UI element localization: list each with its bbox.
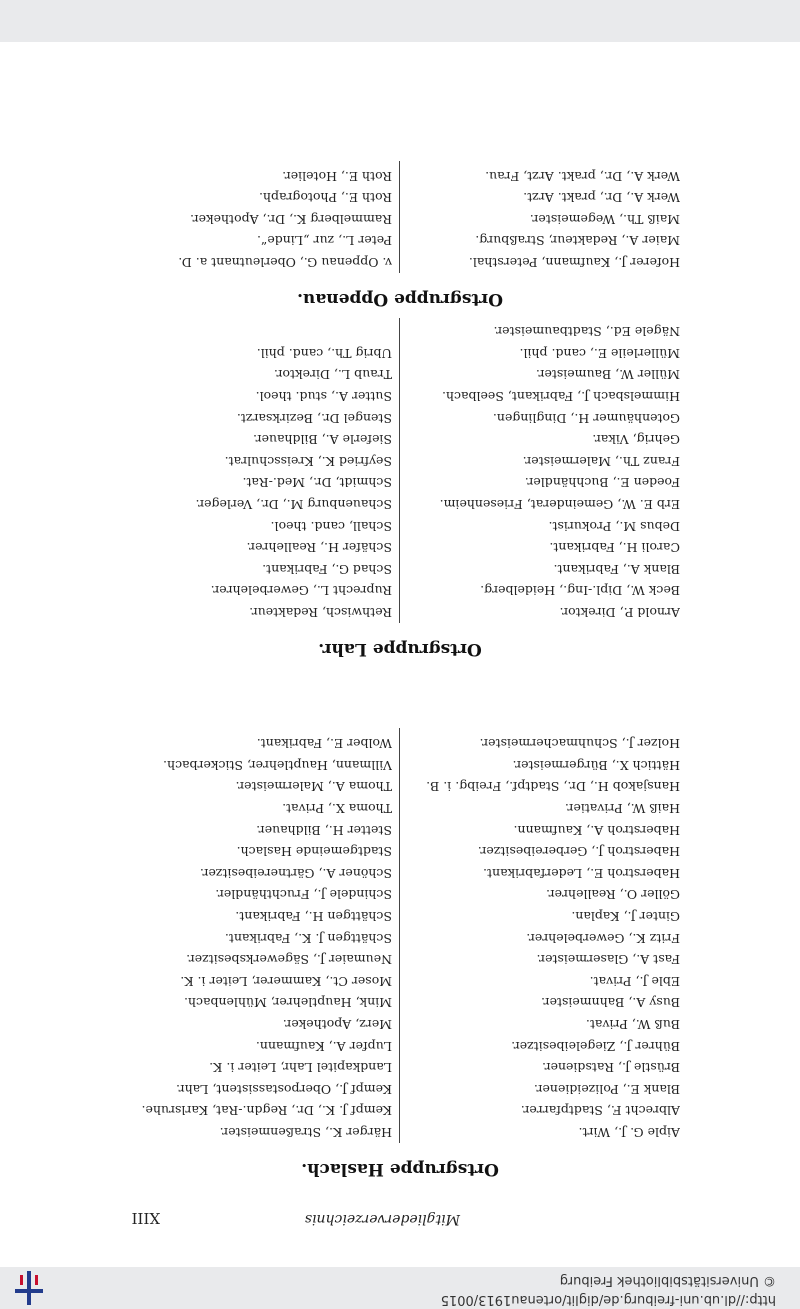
oppenau-right-column (120, 165, 392, 273)
haslach-left-column (408, 733, 680, 1143)
member-entry: Seyfried K., Kreisschulrat. (224, 453, 392, 469)
member-entry: Foeden E., Buchhändler. (524, 475, 680, 491)
oppenau-left-column (408, 165, 680, 273)
member-entry: Schättgen J. K., Fabrikant. (224, 930, 392, 946)
member-entry: Villmann, Hauptlehrer, Stickerbach. (163, 757, 392, 773)
member-entry: Busy A., Bahnmeister. (540, 995, 680, 1011)
lahr-right-column (120, 342, 392, 623)
library-credit: © Universitätsbibliothek Freiburg (559, 1273, 776, 1288)
member-entry: Kempf J. K., Dr., Regdn.-Rat, Karlsruhe. (141, 1103, 392, 1119)
running-title: Mitgliederverzeichnis (304, 1211, 460, 1227)
member-entry: Ubrig Th., cand. phil. (256, 345, 392, 361)
member-entry: Bührer J., Ziegeleibesitzer. (511, 1038, 680, 1054)
column-divider (399, 728, 400, 1143)
member-entry: Blank E., Polizeidiener. (533, 1081, 680, 1097)
member-entry: Werk A., Dr., prakt. Arzt. (523, 190, 680, 206)
member-entry: Hättich X., Bürgermeister. (512, 757, 680, 773)
source-url[interactable]: http://dl.ub.uni-freiburg.de/diglit/ortenau1913/0015 (440, 1292, 776, 1307)
member-entry: Schall, cand. theol. (270, 518, 392, 534)
section-title-haslach: Ortsgruppe Haslach. (301, 1159, 499, 1179)
page-header (120, 1203, 680, 1227)
member-entry: Sutter A., stud. theol. (255, 389, 392, 405)
member-entry: v. Oppenau G., Oberleutnant a. D. (178, 255, 392, 270)
member-entry: Moser Ct., Kammerer, Leiter i. K. (180, 973, 392, 989)
member-entry: Brüstle J., Ratsdiener. (542, 1060, 680, 1076)
member-entry: Schmidt, Dr., Med.-Rat. (242, 475, 392, 491)
member-entry: Traub L., Direktor. (273, 367, 392, 383)
member-entry: Mink, Hauptlehrer, Mühlenbach. (184, 995, 392, 1011)
member-entry: Hoferer J., Kaufmann, Petersthal. (468, 255, 680, 270)
member-entry: Maier A., Redakteur, Straßburg. (475, 233, 680, 249)
member-entry: Haberstroh E., Lederfabrikant. (483, 865, 680, 881)
member-entry: Nägele Ed., Stadtbaumeister. (493, 324, 680, 340)
member-entry: Rethwisch, Redakteur. (249, 605, 392, 620)
lahr-left-column (408, 321, 680, 623)
member-entry: Stengel Dr., Bezirksarzt. (236, 410, 392, 426)
member-entry: Haberstroh A., Kaufmann. (513, 822, 680, 838)
member-entry: Schäfer H., Reallehrer. (246, 540, 392, 556)
member-entry: Stetter H., Bildhauer. (256, 822, 392, 838)
member-entry: Eble J., Privat. (589, 973, 680, 989)
member-entry: Stadtgemeinde Haslach. (236, 844, 392, 860)
member-entry: Göller O., Reallehrer. (546, 887, 680, 903)
member-entry: Roth E., Photograph. (258, 190, 392, 206)
member-entry: Schindele J., Fruchthändler. (215, 887, 392, 903)
member-entry: Härger K., Straßenmeister. (219, 1125, 392, 1140)
section-haslach (120, 723, 680, 1143)
member-entry: Haiß W., Privatier. (564, 801, 680, 817)
member-entry: Schauenburg M., Dr., Verleger. (195, 497, 392, 513)
member-entry: Holzer J., Schuhmachermeister. (479, 736, 680, 752)
member-entry: Wolber E., Fabrikant. (256, 736, 392, 752)
member-entry: Albrecht F., Stadtpfarrer. (520, 1103, 680, 1119)
section-title-lahr: Ortsgruppe Lahr. (318, 639, 482, 659)
section-title-oppenau: Ortsgruppe Oppenau. (297, 289, 503, 309)
member-entry: Schad G., Fabrikant. (262, 561, 392, 577)
section-oppenau (120, 153, 680, 273)
member-entry: Caroli H., Fabrikant. (549, 540, 680, 556)
member-entry: Thoma A., Malermeister. (235, 779, 392, 795)
member-entry: Lupfer A., Kaufmann. (255, 1038, 392, 1054)
member-entry: Fast A., Glasermeister. (536, 952, 680, 968)
member-entry: Debus M., Prokurist. (548, 518, 680, 534)
page-number: XIII (131, 1209, 160, 1227)
member-entry: Hansjakob H., Dr., Stadtpf., Freibg. i. B. (426, 779, 680, 795)
member-entry: Schättgen H., Fabrikant. (235, 909, 392, 925)
member-entry: Landkapitel Lahr, Leiter i. K. (209, 1060, 392, 1076)
member-entry: Gehrig, Vikar. (592, 432, 680, 448)
member-entry: Blank A., Fabrikant. (553, 561, 680, 577)
section-lahr (120, 313, 680, 623)
member-entry: Neumaier J., Sägewerksbesitzer. (186, 952, 392, 968)
member-entry: Arnold P., Direktor. (559, 605, 680, 620)
member-entry: Roth E., Hotelier. (282, 168, 392, 184)
member-entry: Rammelberg K., Dr., Apotheker. (190, 211, 392, 227)
ub-freiburg-logo-icon (12, 1271, 46, 1305)
member-entry: Ginter J., Kaplan. (571, 909, 680, 925)
haslach-right-column (120, 733, 392, 1143)
member-entry: Müller W., Baumeister. (535, 367, 680, 383)
member-entry: Kempf J., Oberpostassistent, Lahr. (176, 1081, 392, 1097)
member-entry: Peter L., zur „Linde“. (256, 233, 392, 249)
member-entry: Beck W., Dipl.-Ing., Heidelberg. (480, 583, 680, 599)
member-entry: Müllerleile E., cand. phil. (519, 345, 680, 361)
scanned-page (0, 42, 800, 1267)
member-entry: Franz Th., Malermeister. (522, 453, 680, 469)
member-entry: Buß W., Privat. (585, 1017, 680, 1033)
column-divider (399, 161, 400, 273)
member-entry: Erb E. W., Gemeinderat, Friesenheim. (439, 497, 680, 513)
column-divider (399, 318, 400, 623)
member-entry: Aiple G. J., Wirt. (578, 1125, 680, 1140)
member-entry: Thoma X., Privat. (282, 801, 392, 817)
member-entry: Maiß Th., Wegemeister. (529, 211, 680, 227)
member-entry: Gotenhäumer H., Dinglingen. (492, 410, 680, 426)
member-entry: Haberstroh J., Gerbereibesitzer. (477, 844, 680, 860)
member-entry: Fritz K., Gewerbelehrer. (526, 930, 680, 946)
source-info (441, 1273, 800, 1307)
viewer-top-bar (0, 1267, 800, 1309)
member-entry: Schöner A., Gärtnereibesitzer. (199, 865, 392, 881)
member-entry: Ruprecht L., Gewerbelehrer. (210, 583, 392, 599)
viewer-bottom-bar (0, 0, 800, 42)
member-entry: Sieferle A., Bildhauer. (253, 432, 392, 448)
member-entry: Merz, Apotheker. (282, 1017, 392, 1033)
member-entry: Himmelsbach J., Fabrikant, Seelbach. (442, 389, 680, 405)
member-entry: Werk A., Dr., prakt. Arzt, Frau. (485, 168, 680, 184)
